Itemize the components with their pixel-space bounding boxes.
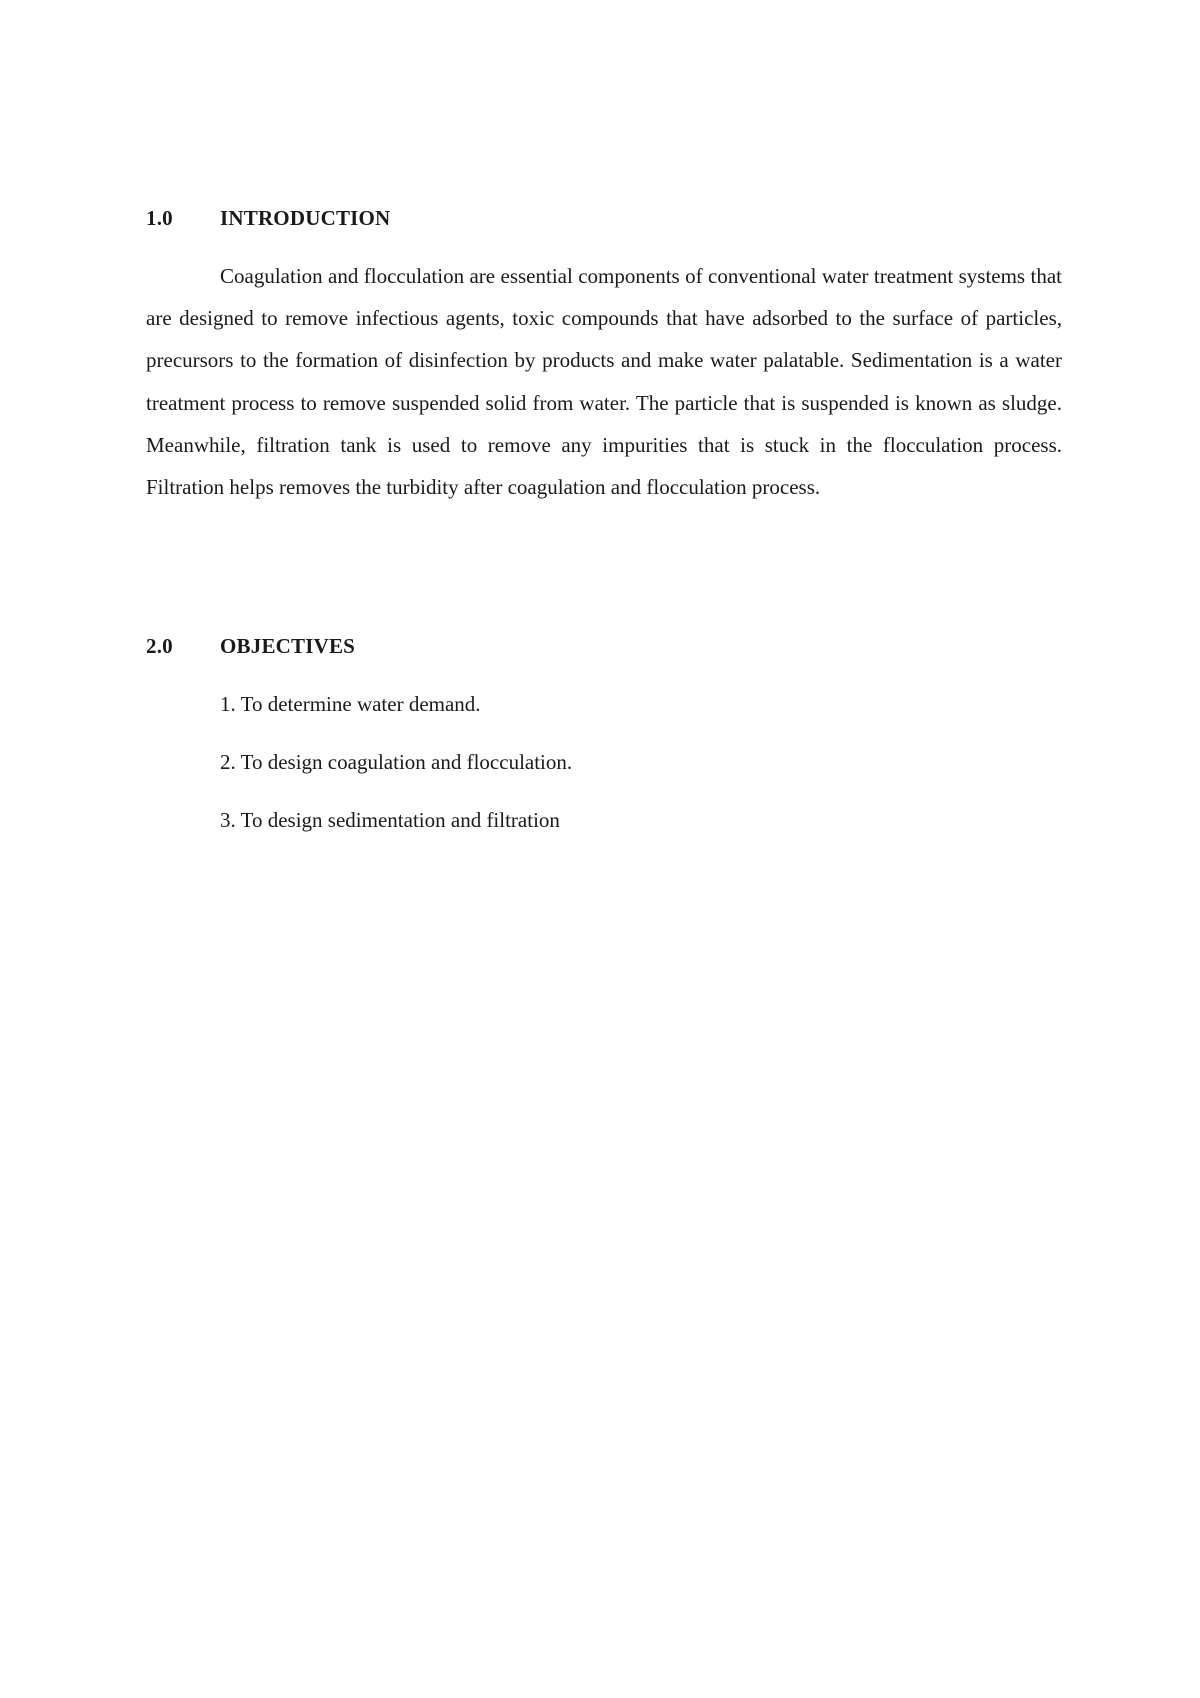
introduction-paragraph: Coagulation and flocculation are essential components of conventional water treatment systems that are designed to remove infectious agents, toxic compounds that have adsorbed to the surface of particles, precursors to the formation of disinfection by products and make water palatable. Sedimentation is a water treatment process to remove suspended solid from water. The particle that is suspended is known as sludge. Meanwhile, filtration tank is used to remove any impurities that is stuck in the flocculation process. Filtration helps removes the turbidity after coagulation and flocculation process. — [146, 264, 1062, 500]
section-objectives — [146, 632, 1062, 864]
section-heading — [146, 204, 1062, 232]
objective-item: 1. To determine water demand. — [220, 692, 481, 716]
section-title: INTRODUCTION — [220, 206, 391, 230]
section-title: OBJECTIVES — [220, 634, 356, 658]
section-number: 2.0 — [146, 634, 173, 658]
section-number: 1.0 — [146, 206, 173, 230]
section-heading — [146, 632, 1062, 660]
objective-item: 3. To design sedimentation and filtration — [220, 808, 560, 832]
objective-item: 2. To design coagulation and flocculation. — [220, 750, 573, 774]
section-introduction — [146, 204, 1062, 508]
objectives-list — [146, 690, 1062, 834]
